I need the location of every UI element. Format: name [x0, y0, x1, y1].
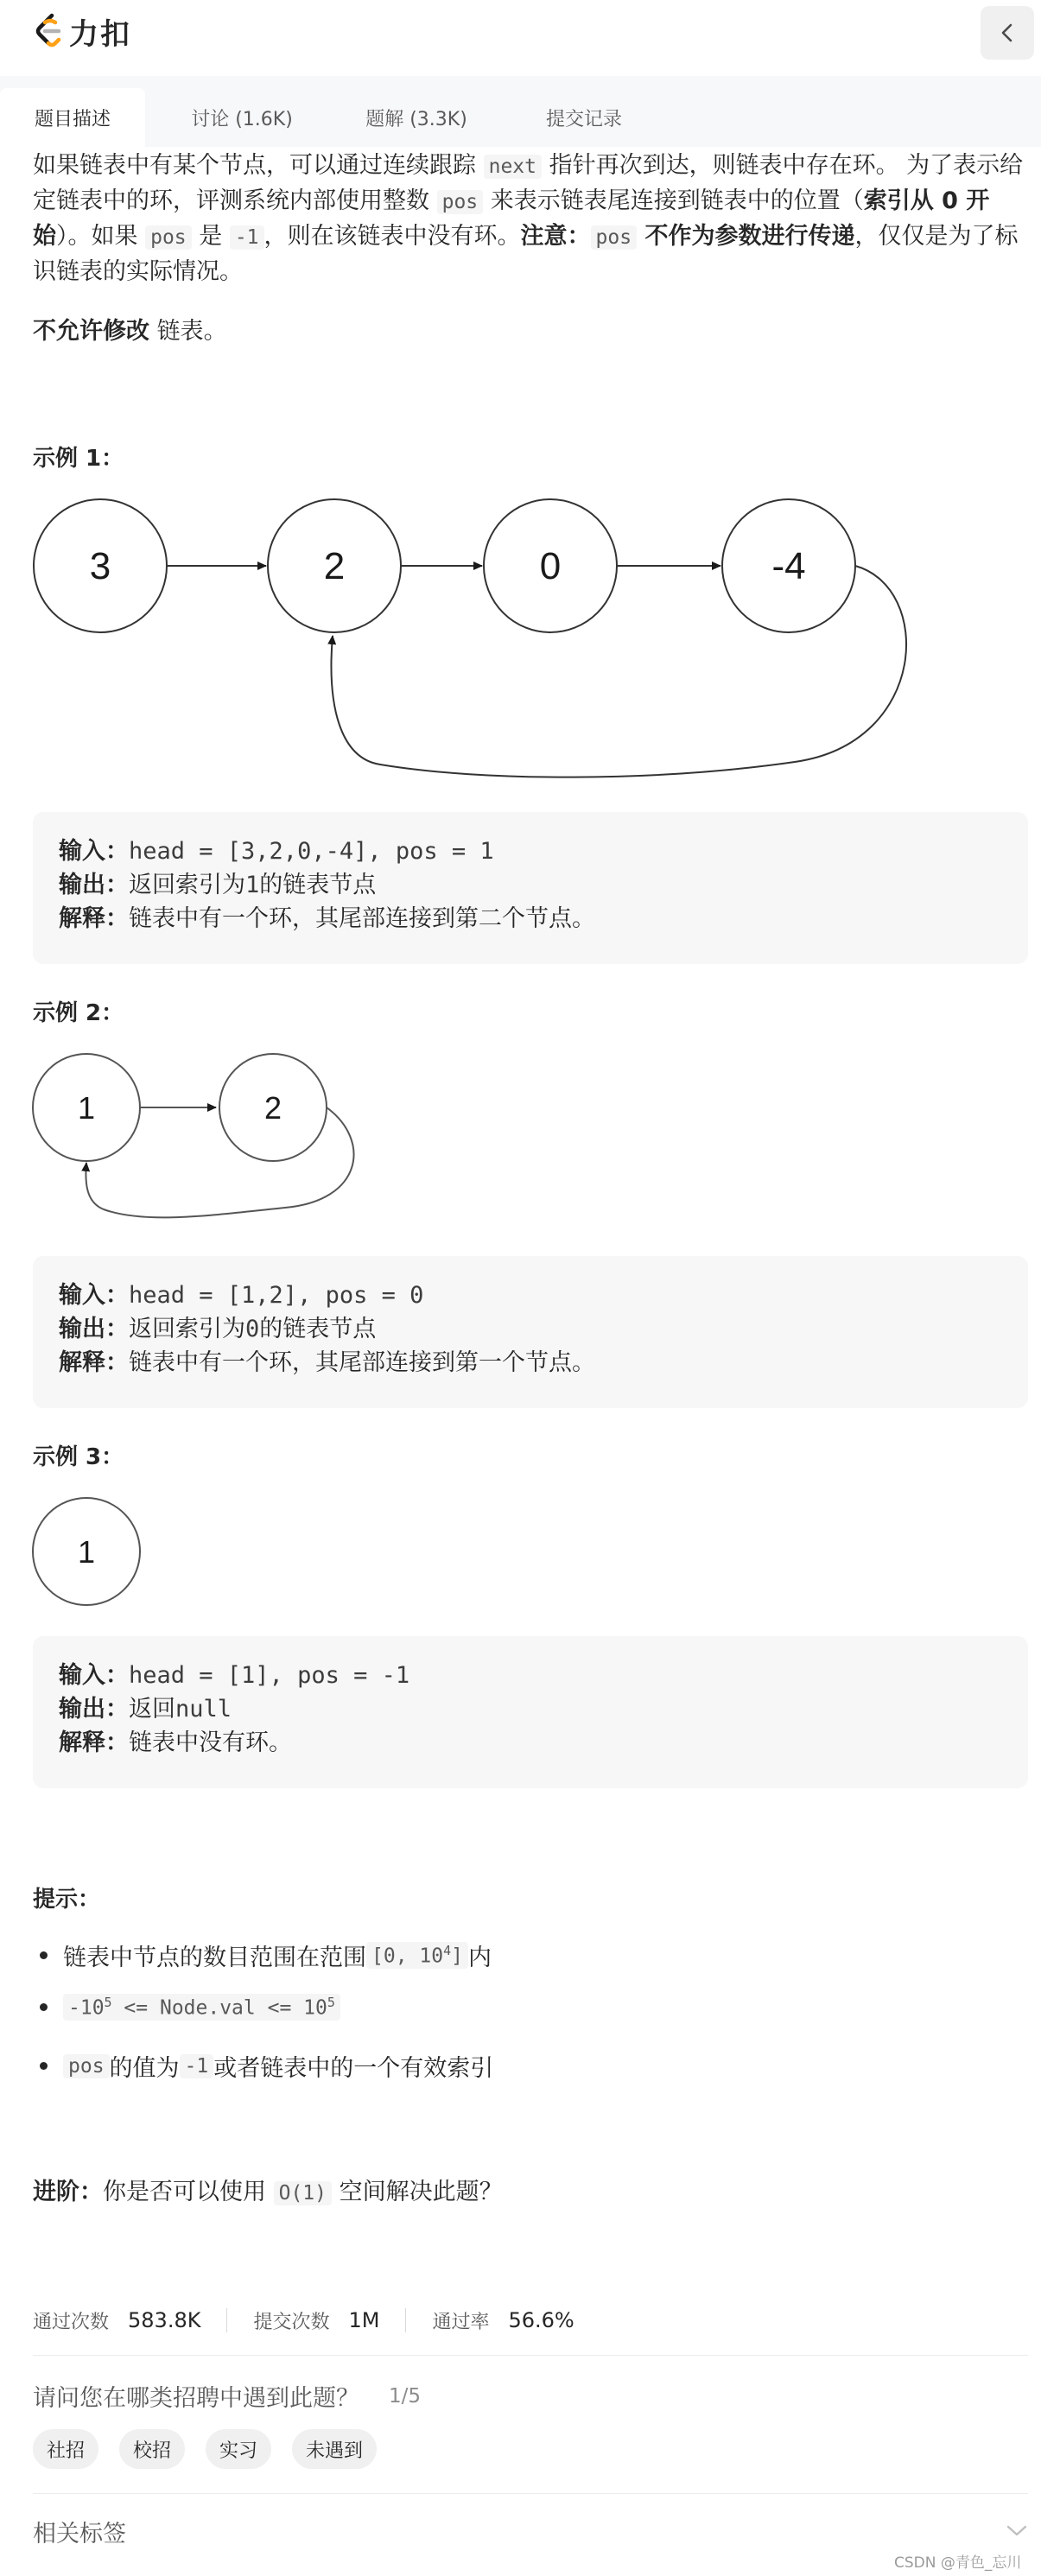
input-value: head = [1,2], pos = 0 — [129, 1282, 424, 1309]
inline-code: pos — [591, 225, 638, 250]
survey-options — [33, 2429, 397, 2469]
survey-option-intern[interactable]: 实习 — [206, 2429, 271, 2469]
desc-bold-text: 注意： — [520, 223, 591, 250]
bullet — [40, 2003, 48, 2011]
output-text: 返回 — [129, 1696, 175, 1723]
desc-bold-text: 始 — [33, 223, 56, 250]
survey-option-none[interactable]: 未遇到 — [292, 2429, 377, 2469]
stat-label-submissions: 提交次数 — [253, 2311, 330, 2333]
survey-count: 1/5 — [389, 2384, 422, 2408]
survey-question-text: 请问您在哪类招聘中遇到此题？ — [33, 2385, 359, 2412]
bullet — [40, 1951, 48, 1959]
desc-bold-text: 不允许修改 — [33, 318, 149, 345]
node-label: 2 — [263, 1090, 282, 1126]
desc-text: 如果链表中有某个节点，可以通过连续跟踪 — [33, 152, 484, 179]
desc-text: 链表。 — [149, 318, 227, 345]
stat-value-accepted: 583.8K — [128, 2308, 201, 2332]
back-button[interactable] — [981, 6, 1034, 60]
inline-code: pos — [63, 2054, 110, 2078]
inline-code — [63, 1994, 340, 2021]
inline-code: pos — [437, 190, 484, 214]
node-label: 0 — [539, 545, 562, 587]
related-tags-label: 相关标签 — [33, 2520, 126, 2547]
tip-item — [33, 1994, 340, 2021]
desc-text: 是 — [191, 223, 230, 250]
input-label: 输入： — [59, 838, 129, 865]
advanced-text: 你是否可以使用 — [103, 2179, 274, 2205]
input-label: 输入： — [59, 1662, 129, 1689]
node-label: 1 — [77, 1090, 96, 1126]
tip-text: 链表中节点的数目范围在范围 — [63, 1945, 366, 1971]
stat-label-rate: 通过率 — [432, 2311, 490, 2333]
inline-code: O(1) — [274, 2181, 332, 2205]
stat-label-accepted: 通过次数 — [33, 2311, 110, 2333]
stat-divider — [405, 2308, 406, 2332]
desc-text: ，仅仅是为了标 — [854, 223, 1019, 250]
bullet — [40, 2062, 48, 2070]
tab-bar — [0, 76, 1041, 147]
example-1-title: 示例 1： — [33, 446, 124, 472]
top-bar — [0, 0, 1041, 73]
output-text: 的链表节点 — [259, 872, 377, 898]
code-text: [0, 10 — [371, 1945, 444, 1968]
code-text: <= Node.val <= 10 — [111, 1996, 327, 2020]
node-label: 3 — [89, 545, 111, 587]
output-text: 返回索引为 — [129, 1316, 245, 1342]
tab-solutions[interactable]: 题解 (3.3K) — [365, 108, 467, 130]
advanced-note — [33, 2175, 1028, 2211]
example-3-box — [33, 1636, 1028, 1788]
inline-code: -1 — [230, 225, 264, 250]
tip-text: 内 — [467, 1945, 492, 1971]
code-sup: 4 — [443, 1943, 452, 1959]
survey-option-social[interactable]: 社招 — [33, 2429, 98, 2469]
stat-divider — [226, 2308, 227, 2332]
input-value: head = [3,2,0,-4], pos = 1 — [129, 838, 494, 865]
output-text: 的链表节点 — [259, 1316, 377, 1342]
output-code: null — [175, 1696, 232, 1723]
stats-bar — [33, 2303, 574, 2338]
desc-bold-text: 索引从 0 开 — [863, 187, 990, 214]
code-sup: 5 — [327, 1995, 335, 2010]
advanced-text: 空间解决此题？ — [331, 2179, 503, 2205]
example-3-diagram — [0, 1493, 173, 1614]
stat-value-submissions: 1M — [348, 2308, 380, 2332]
stat-value-rate: 56.6% — [508, 2308, 574, 2332]
desc-text: 定链表中的环，评测系统内部使用整数 — [33, 187, 437, 214]
code-sup: 5 — [104, 1995, 112, 2010]
explain-label: 解释： — [59, 1349, 129, 1376]
chevron-left-icon — [998, 22, 1017, 44]
inline-code: -1 — [180, 2054, 214, 2078]
input-value: head = [1], pos = -1 — [129, 1662, 410, 1689]
survey-option-campus[interactable]: 校招 — [119, 2429, 185, 2469]
tab-discussion[interactable]: 讨论 (1.6K) — [191, 108, 293, 130]
explain-text: 链表中有一个环，其尾部连接到第二个节点。 — [129, 905, 595, 932]
related-tags-toggle[interactable] — [33, 2512, 1028, 2550]
leetcode-logo-icon — [33, 13, 64, 49]
input-label: 输入： — [59, 1282, 129, 1309]
explain-text: 链表中没有环。 — [129, 1729, 292, 1756]
inline-code — [366, 1942, 468, 1969]
output-label: 输出： — [59, 1316, 129, 1342]
tip-item — [33, 1938, 492, 1972]
explain-label: 解释： — [59, 1729, 129, 1756]
no-modify-note — [33, 314, 1028, 349]
leetcode-logo[interactable] — [33, 12, 131, 50]
output-text: 返回索引为 — [129, 872, 245, 898]
desc-text: 识链表的实际情况。 — [33, 258, 243, 285]
node-label: 1 — [77, 1534, 96, 1570]
inline-code: next — [484, 155, 542, 179]
desc-text: ，则在该链表中没有环。 — [263, 223, 521, 250]
desc-bold-text: 不作为参数进行传递 — [637, 223, 855, 250]
survey-question — [33, 2379, 421, 2413]
example-2-title: 示例 2： — [33, 1000, 124, 1026]
divider — [33, 2493, 1028, 2494]
divider — [33, 2355, 1028, 2356]
output-label: 输出： — [59, 1696, 129, 1723]
desc-text: ）。如果 — [56, 223, 146, 250]
example-1-box — [33, 812, 1028, 964]
output-code: 1 — [245, 872, 260, 898]
explain-text: 链表中有一个环，其尾部连接到第一个节点。 — [129, 1349, 595, 1376]
code-text: -10 — [68, 1996, 105, 2020]
desc-text: 来表示链表尾连接到链表中的位置（ — [483, 187, 864, 214]
node-label: -4 — [771, 545, 806, 587]
tip-item — [33, 2049, 493, 2083]
tip-text: 的值为 — [109, 2055, 180, 2082]
output-label: 输出： — [59, 872, 129, 898]
desc-text: 指针再次到达，则链表中存在环。 为了表示给 — [541, 152, 1024, 179]
example-2-box — [33, 1256, 1028, 1408]
example-2-diagram — [0, 1045, 432, 1235]
example-1-diagram — [0, 484, 1041, 795]
tips-title: 提示： — [33, 1887, 101, 1913]
explain-label: 解释： — [59, 905, 129, 932]
inline-code: pos — [145, 225, 192, 250]
watermark: CSDN @青色_忘川 — [894, 2554, 1022, 2572]
advanced-label: 进阶： — [33, 2179, 103, 2205]
chevron-down-icon — [1006, 2524, 1028, 2538]
code-text: ] — [451, 1945, 463, 1968]
output-code: 0 — [245, 1316, 260, 1342]
node-label: 2 — [323, 545, 346, 587]
tip-text: 或者链表中的一个有效索引 — [213, 2055, 494, 2082]
example-3-title: 示例 3： — [33, 1444, 124, 1470]
tab-description[interactable]: 题目描述 — [0, 88, 145, 147]
tab-submissions[interactable]: 提交记录 — [545, 108, 622, 130]
problem-description — [33, 149, 1028, 289]
logo-text: 力扣 — [69, 16, 131, 52]
